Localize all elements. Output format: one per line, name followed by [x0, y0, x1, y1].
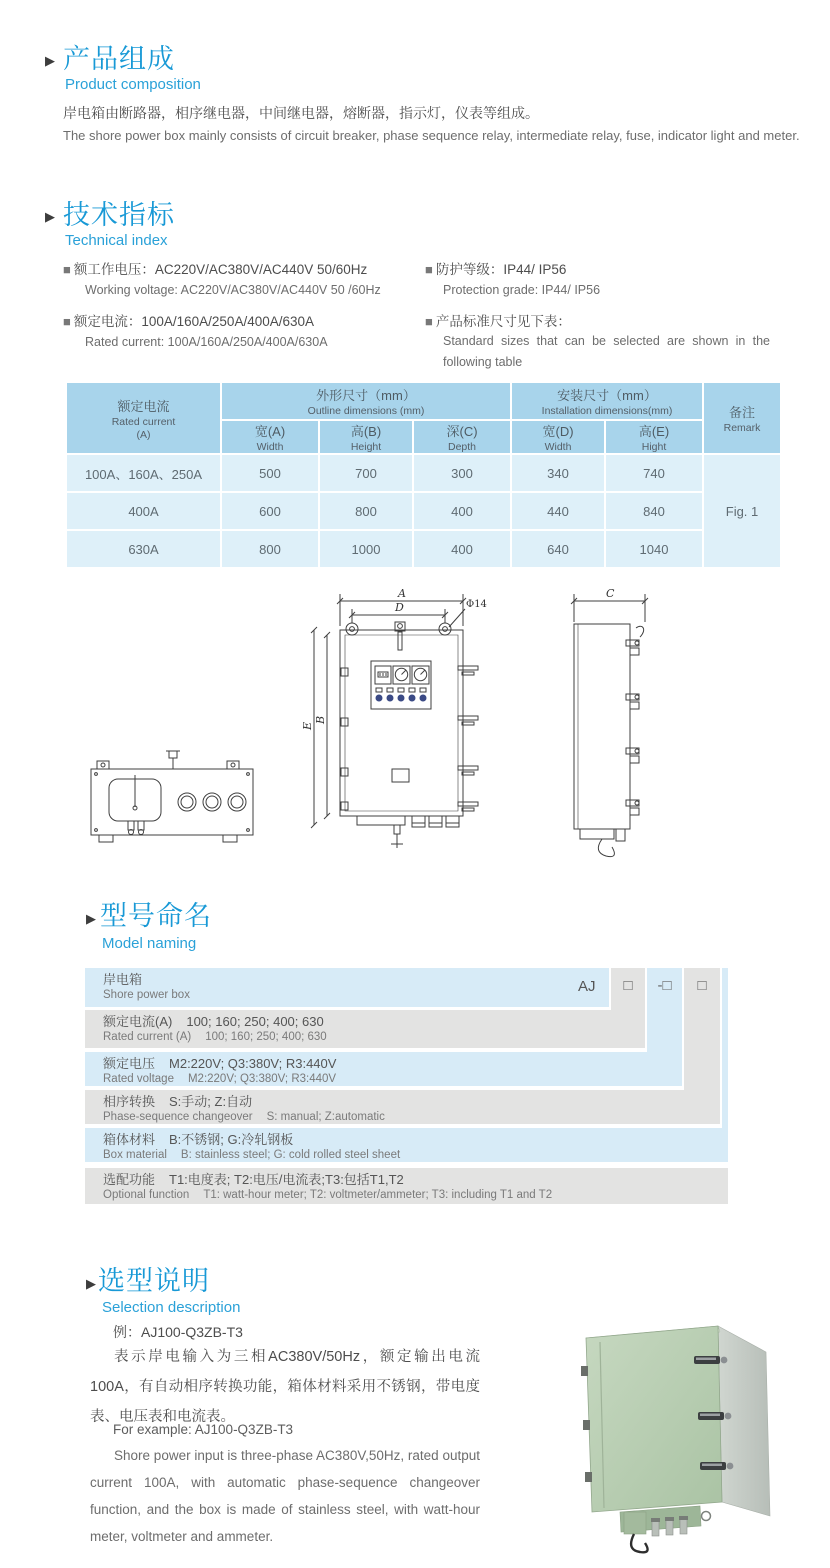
selection-example-zh: 例：AJ100-Q3ZB-T3 — [113, 1324, 243, 1340]
naming-row-product: 岸电箱 Shore power box AJ — [85, 968, 609, 1007]
naming-row-material: 箱体材料 B:不锈钢; G:冷轧钢板 Box material B: stainless steel; G: cold rolled steel sheet — [85, 1128, 728, 1162]
product-photo — [548, 1306, 800, 1564]
remark-cell: Fig. 1 — [704, 455, 780, 567]
composition-body-zh: 岸电箱由断路器，相序继电器，中间继电器，熔断器，指示灯，仪表等组成。 — [63, 105, 539, 121]
bullet-icon: ■ — [425, 314, 433, 329]
naming-row-phase: 相序转换 S:手动; Z:自动 Phase-sequence changeover S: manual; Z:automatic — [85, 1090, 720, 1124]
technical-title-zh: 技术指标 — [63, 200, 175, 230]
spec-current-en: Rated current: 100A/160A/250A/400A/630A — [85, 335, 328, 349]
cable-glands — [412, 816, 459, 827]
naming-row-function: 选配功能 T1:电度表; T2:电压/电流表;T3:包括T1,T2 Optional function T1: watt-hour meter; T2: voltmeter/ammeter; T3: including T1 and T2 — [85, 1168, 728, 1204]
side-latches — [626, 640, 639, 815]
control-panel — [371, 661, 431, 709]
selection-paragraph-en: Shore power input is three-phase AC380V,50Hz, rated output current 100A, with automatic phase-sequence changeover function, and the box is made of stainless steel, with watt-hour meter, voltmeter and ammeter. — [90, 1448, 480, 1544]
code-box: -□ — [657, 977, 672, 994]
code-box: □ — [623, 977, 633, 994]
table-row: 100A、160A、250A 500 700 300 340 740 Fig. 1 — [67, 455, 780, 491]
bottom-view-drawing — [85, 745, 265, 857]
composition-title-zh: 产品组成 — [63, 44, 175, 74]
table-row: 630A 800 1000 400 640 1040 — [67, 531, 780, 567]
col-header-height-e: 高(E) Hight — [606, 421, 702, 453]
col-group-outline: 外形尺寸（mm） Outline dimensions (mm) — [222, 383, 510, 419]
selection-title-en: Selection description — [102, 1299, 241, 1316]
spec-protection-zh: ■ 防护等级：IP44/ IP56 — [425, 262, 567, 277]
box-side-face — [718, 1326, 770, 1516]
spec-current-zh: ■ 额定电流：100A/160A/250A/400A/630A — [63, 314, 315, 329]
section-arrow-icon: ▶ — [45, 53, 55, 68]
selection-paragraph-zh: 表示岸电输入为三相AC380V/50Hz，额定输出电流100A，有自动相序转换功能，箱体材料采用不锈钢，带电度表、电压表和电流表。 — [90, 1349, 480, 1425]
selection-title-zh: 选型说明 — [98, 1266, 210, 1296]
col-header-depth-c: 深(C) Depth — [414, 421, 510, 453]
section-arrow-icon: ▶ — [45, 209, 55, 224]
spec-voltage-zh: ■ 额工作电压：AC220V/AC380V/AC440V 50/60Hz — [63, 262, 368, 277]
bullet-icon: ■ — [425, 262, 433, 277]
svg-text:E: E — [301, 721, 314, 730]
svg-text:C: C — [606, 587, 615, 600]
spec-protection-en: Protection grade: IP44/ IP56 — [443, 283, 601, 297]
model-naming-table — [85, 968, 728, 1204]
section-arrow-icon: ▶ — [86, 911, 96, 926]
composition-title-en: Product composition — [65, 76, 201, 93]
hinge-marks — [341, 668, 348, 810]
model-naming-title-en: Model naming — [102, 935, 197, 952]
size-table — [65, 381, 782, 569]
svg-text:D: D — [395, 601, 404, 614]
col-header-remark: 备注 Remark — [704, 383, 780, 453]
svg-text:Φ14: Φ14 — [466, 599, 487, 610]
bullet-icon: ■ — [63, 314, 71, 329]
svg-text:B: B — [314, 715, 327, 724]
front-view-drawing — [300, 582, 505, 862]
latch-marks — [458, 666, 478, 811]
spec-sizes-zh: ■ 产品标准尺寸见下表： — [425, 314, 571, 329]
composition-body-en: The shore power box mainly consists of circuit breaker, phase sequence relay, intermediate relay, fuse, indicator light and meter. — [63, 128, 800, 143]
spec-voltage-en: Working voltage: AC220V/AC380V/AC440V 50 /60Hz — [85, 283, 381, 297]
side-view-drawing — [552, 582, 672, 872]
selection-example-en: For example: AJ100-Q3ZB-T3 — [113, 1422, 294, 1437]
naming-row-voltage: 额定电压 M2:220V; Q3:380V; R3:440V Rated voltage M2:220V; Q3:380V; R3:440V — [85, 1052, 682, 1086]
grounding-hook — [631, 1534, 647, 1552]
code-box: □ — [697, 977, 707, 994]
bullet-icon: ■ — [63, 262, 71, 277]
col-header-width-d: 宽(D) Width — [512, 421, 604, 453]
col-header-rated-current: 额定电流 Rated current (A) — [67, 383, 220, 453]
svg-text:A: A — [398, 587, 406, 600]
naming-row-current: 额定电流(A) 100; 160; 250; 400; 630 Rated current (A) 100; 160; 250; 400; 630 — [85, 1010, 645, 1048]
model-naming-title-zh: 型号命名 — [100, 901, 212, 931]
section-arrow-icon: ▶ — [86, 1276, 96, 1291]
code-prefix: AJ — [578, 978, 596, 995]
col-header-height-b: 高(B) Height — [320, 421, 412, 453]
table-row: 400A 600 800 400 440 840 — [67, 493, 780, 529]
col-header-width-a: 宽(A) Width — [222, 421, 318, 453]
spec-sizes-en: Standard sizes that can be selected are shown in the following table — [443, 334, 770, 369]
bottom-block — [624, 1512, 646, 1534]
technical-title-en: Technical index — [65, 232, 168, 249]
col-group-installation: 安装尺寸（mm） Installation dimensions(mm) — [512, 383, 702, 419]
